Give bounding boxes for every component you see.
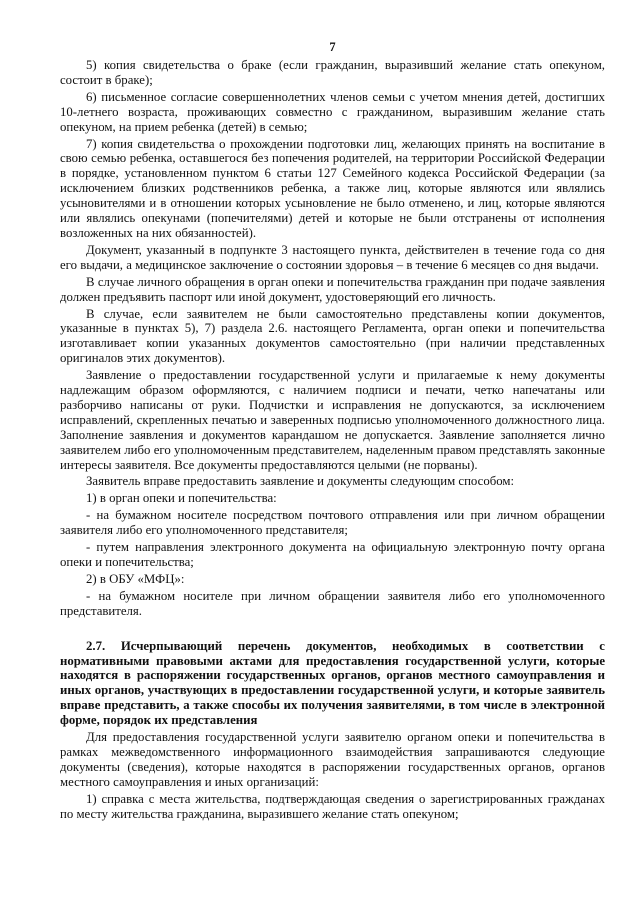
paragraph-method-1: 1) в орган опеки и попечительства: xyxy=(86,491,277,506)
paragraph-application-rules: Заявление о предоставлении государственной услуги и прилагаемые к нему документы надлежащим образом оформляются, с наличием подписи и печати, четко напечатаны или разборчиво написаны от руки. Подчистки и исправления не допускаются, за исключением исправлений, скрепленных печатью и заверенных подписью уполномоченного должностного лица. Заполнение заявления и документов карандашом не допускается. Заявление заполняется лично заявителем либо его уполномоченным представителем, наделенным правом представлять законные интересы заявителя. Все документы предоставляются целыми (не порваны). xyxy=(60,368,605,472)
paragraph-method-1-paper: - на бумажном носителе посредством почтового отправления или при личном обращении заявителя либо его уполномоченного представителя; xyxy=(60,508,605,538)
paragraph-method-2-paper: - на бумажном носителе при личном обращении заявителя либо его уполномоченного представителя. xyxy=(60,588,605,618)
paragraph-item-5: 5) копия свидетельства о браке (если гражданин, выразивший желание стать опекуном, состоит в браке); xyxy=(60,58,605,87)
paragraph-method-2: 2) в ОБУ «МФЦ»: xyxy=(86,571,185,586)
paragraph-residence-certificate: 1) справка с места жительства, подтверждающая сведения о зарегистрированных гражданах по месту жительства гражданина, выразившего желание стать опекуном; xyxy=(60,791,605,821)
section-2-7 xyxy=(60,639,605,728)
paragraph-item-6: 6) письменное согласие совершеннолетних членов семьи с учетом мнения детей, достигших 10-летнего возраста, проживающих совместно с гражданином, выразившим желание стать опекуном, на прием ребенка (детей) в семью; xyxy=(60,89,605,134)
paragraph-interagency-request: Для предоставления государственной услуги заявителю органом опеки и попечительства в рамках межведомственного информационного взаимодействия запрашиваются следующие документы (сведения), которые находятся в распоряжении государственных органов, органов местного самоуправления и иных организаций: xyxy=(60,730,605,789)
page-number: 7 xyxy=(329,40,336,54)
paragraph-submission-methods: Заявитель вправе предоставить заявление и документы следующим способом: xyxy=(86,474,515,489)
paragraph-validity: Документ, указанный в подпункте 3 настоящего пункта, действителен в течение года со дня его выдачи, а медицинское заключение о состоянии здоровья – в течение 6 месяцев со дня выдачи. xyxy=(60,242,605,272)
paragraph-copies: В случае, если заявителем не были самостоятельно представлены копии документов, указанные в пунктах 5), 7) раздела 2.6. настоящего Регламента, орган опеки и попечительства изготавливает копии указанных документов самостоятельно (при наличии представленных оригиналов этих документов). xyxy=(60,306,605,366)
section-heading: 2.7. Исчерпывающий перечень документов, необходимых в соответствии с нормативными правовыми актами для предоставления государственной услуги, которые находятся в распоряжении государственных органов, органов местного самоуправления и иных органов, участвующих в предоставлении государственной услуги, и которые заявитель вправе представить, а также способы их получения заявителями, в том числе в электронной форме, порядок их представления xyxy=(60,638,605,728)
paragraph-personal-appeal: В случае личного обращения в орган опеки и попечительства гражданин при подаче заявления должен предъявить паспорт или иной документ, удостоверяющий его личность. xyxy=(60,274,605,304)
paragraph-item-7: 7) копия свидетельства о прохождении подготовки лиц, желающих принять на воспитание в свою семью ребенка, оставшегося без попечения родителей, на территории Российской Федерации в порядке, установленном пунктом 6 статьи 127 Семейного кодекса Российской Федерации (за исключением близких родственников ребенка, а также лиц, которые являются или являлись усыновителями и в отношении которых усыновление не было отменено, и лиц, которые являются или являлись опекунами (попечителями) детей и которые не были отстранены от исполнения возложенных на них обязанностей). xyxy=(60,136,605,240)
paragraph-method-1-electronic: - путем направления электронного документа на официальную электронную почту органа опеки и попечительства; xyxy=(60,540,605,569)
